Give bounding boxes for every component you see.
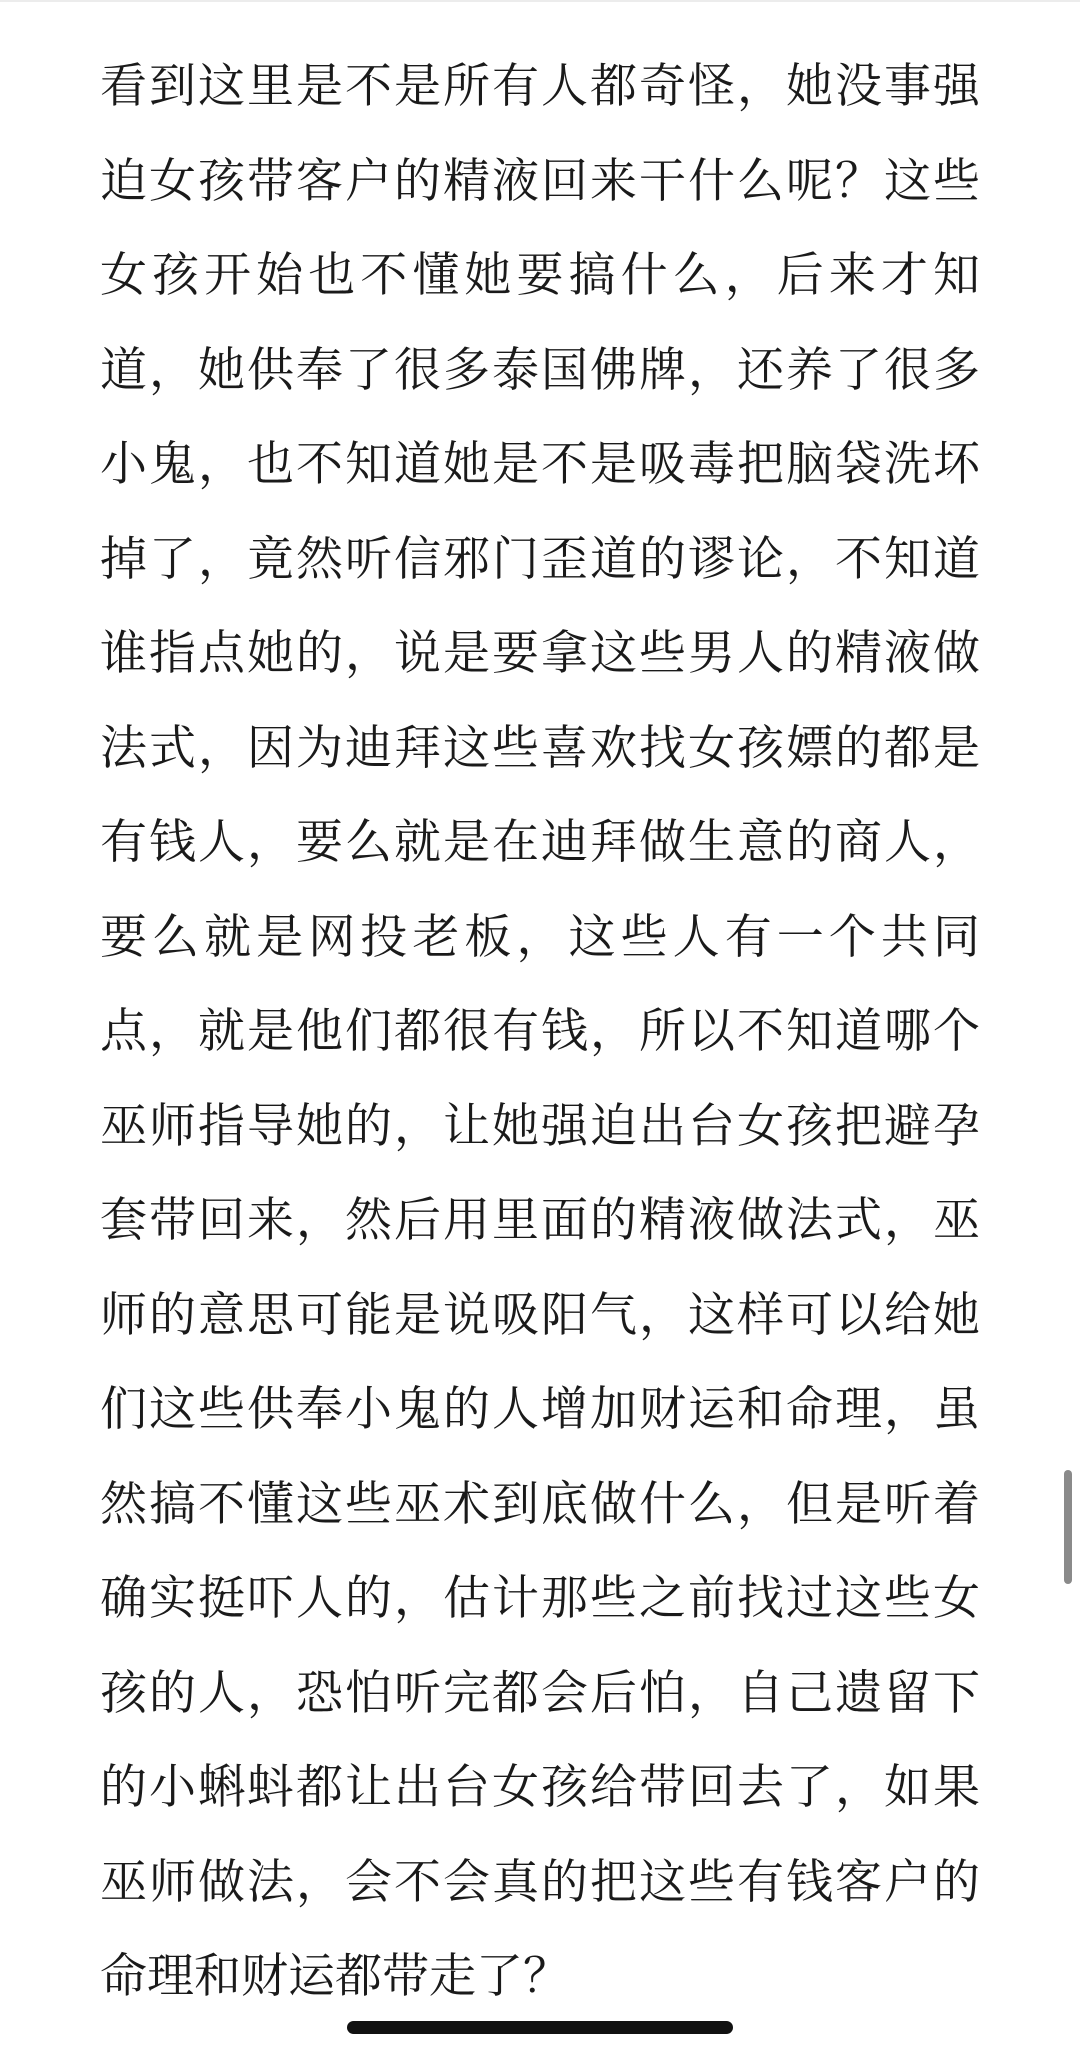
article-line: 巫师指导她的，让她强迫出台女孩把避孕: [100, 1098, 980, 1154]
top-divider: [0, 0, 1080, 2]
article-line: 巫师做法，会不会真的把这些有钱客户的: [100, 1854, 980, 1910]
article-line: 套带回来，然后用里面的精液做法式，巫: [100, 1193, 980, 1248]
article-line: 掉了，竟然听信邪门歪道的谬论，不知道: [100, 531, 980, 587]
article-line: 道，她供奉了很多泰国佛牌，还养了很多: [100, 342, 980, 398]
article-line: 法式，因为迪拜这些喜欢找女孩嫖的都是: [100, 720, 980, 776]
article-line: 女孩开始也不懂她要搞什么，后来才知: [100, 248, 980, 303]
article-line: 小鬼，也不知道她是不是吸毒把脑袋洗坏: [100, 437, 980, 492]
home-indicator[interactable]: [347, 2021, 733, 2034]
article-line: 要么就是网投老板，这些人有一个共同: [100, 909, 980, 965]
article-line: 然搞不懂这些巫术到底做什么，但是听着: [100, 1476, 980, 1532]
article-line: 孩的人，恐怕听完都会后怕，自己遗留下: [100, 1665, 980, 1721]
article-line: 点，就是他们都很有钱，所以不知道哪个: [100, 1004, 980, 1059]
article-line: 谁指点她的，说是要拿这些男人的精液做: [100, 626, 980, 681]
article-line: 命理和财运都带走了？: [100, 1949, 570, 2004]
article-line: 确实挺吓人的，估计那些之前找过这些女: [100, 1571, 980, 1626]
article-body[interactable]: [100, 40, 980, 2025]
article-line: 迫女孩带客户的精液回来干什么呢？这些: [100, 153, 980, 209]
article-line: 们这些供奉小鬼的人增加财运和命理，虽: [100, 1382, 980, 1437]
article-line: 有钱人，要么就是在迪拜做生意的商人，: [100, 815, 980, 870]
article-line: 看到这里是不是所有人都奇怪，她没事强: [100, 59, 980, 114]
article-line: 师的意思可能是说吸阳气，这样可以给她: [100, 1287, 980, 1343]
article-line: 的小蝌蚪都让出台女孩给带回去了，如果: [100, 1760, 980, 1815]
scrollbar[interactable]: [1064, 1470, 1072, 1584]
